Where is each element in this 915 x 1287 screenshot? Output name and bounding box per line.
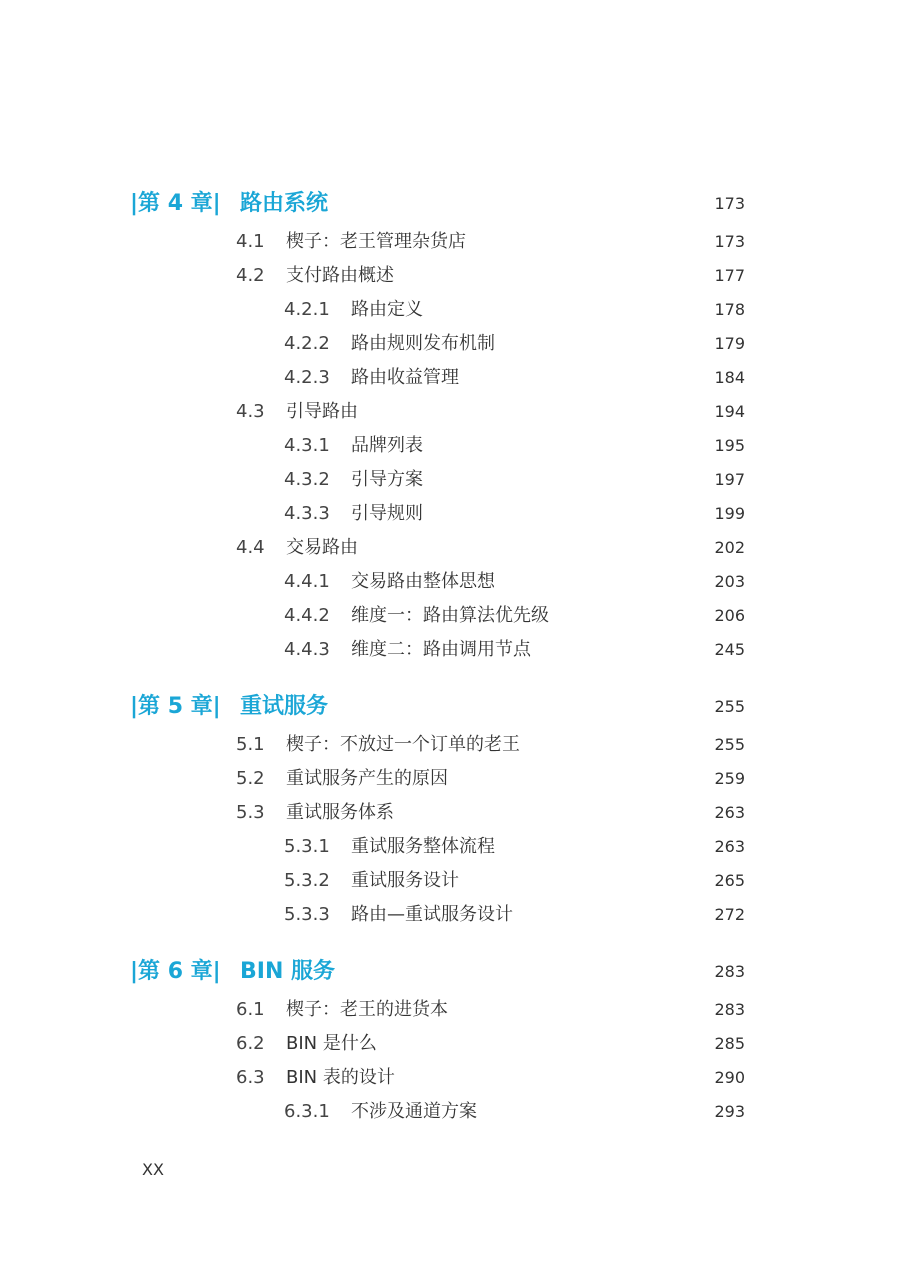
chapter-title: 路由系统 [240,191,329,216]
section-title: 交易路由 [286,537,358,558]
section-title: 楔子：老王的进货本 [286,999,448,1020]
section-title: 引导方案 [351,469,423,490]
section-number: 5.3.2 [284,870,330,891]
page-number: 203 [714,572,745,591]
section-title: 路由收益管理 [351,367,459,388]
toc-subsection-row[interactable] [0,599,915,633]
page-number: 245 [714,640,745,659]
toc-subsection-row[interactable] [0,497,915,531]
toc-subsection-row[interactable] [0,429,915,463]
toc-section-row[interactable] [0,395,915,429]
page-number: 290 [714,1068,745,1087]
page-number: 178 [714,300,745,319]
page-number: 206 [714,606,745,625]
toc-section-row[interactable] [0,728,915,762]
section-number: 5.2 [236,768,265,789]
section-number: 4.3.3 [284,503,330,524]
section-title: 交易路由整体思想 [351,571,495,592]
toc-subsection-row[interactable] [0,327,915,361]
section-number: 4.3.1 [284,435,330,456]
section-number: 6.3.1 [284,1101,330,1122]
page-number: 263 [714,803,745,822]
chapter-title: 重试服务 [240,694,329,719]
toc-section-row[interactable] [0,1027,915,1061]
chapter-heading[interactable] [0,187,915,221]
section-number: 4.4 [236,537,265,558]
toc-section-row[interactable] [0,796,915,830]
page-number: 184 [714,368,745,387]
page-number: 177 [714,266,745,285]
page-number: 283 [714,962,745,981]
section-title: 维度一：路由算法优先级 [351,605,549,626]
page-number: 255 [714,735,745,754]
section-number: 6.1 [236,999,265,1020]
page-number: 194 [714,402,745,421]
page-number: 283 [714,1000,745,1019]
section-number: 5.3.3 [284,904,330,925]
toc-subsection-row[interactable] [0,864,915,898]
section-number: 4.4.3 [284,639,330,660]
toc-subsection-row[interactable] [0,633,915,667]
section-title: 维度二：路由调用节点 [351,639,531,660]
toc-subsection-row[interactable] [0,830,915,864]
section-number: 4.4.1 [284,571,330,592]
section-title: 路由规则发布机制 [351,333,495,354]
section-number: 6.3 [236,1067,265,1088]
section-title: 重试服务产生的原因 [286,768,448,789]
section-title: 重试服务体系 [286,802,394,823]
section-title: 品牌列表 [351,435,423,456]
toc-section-row[interactable] [0,259,915,293]
toc-section-row[interactable] [0,993,915,1027]
section-title: BIN 表的设计 [286,1067,395,1088]
section-number: 4.4.2 [284,605,330,626]
page-number: 263 [714,837,745,856]
chapter-label: |第 4 章| [130,191,221,216]
page-number: 202 [714,538,745,557]
page-number: 293 [714,1102,745,1121]
section-number: 5.3.1 [284,836,330,857]
page-number: 179 [714,334,745,353]
page-number: 199 [714,504,745,523]
section-title: BIN 是什么 [286,1033,377,1054]
chapter-label: |第 6 章| [130,959,221,984]
section-number: 4.2.1 [284,299,330,320]
section-number: 4.2.3 [284,367,330,388]
chapter-label: |第 5 章| [130,694,221,719]
section-title: 路由—重试服务设计 [351,904,513,925]
section-title: 支付路由概述 [286,265,394,286]
section-title: 不涉及通道方案 [351,1101,477,1122]
section-number: 4.3.2 [284,469,330,490]
page-number: 259 [714,769,745,788]
section-number: 4.3 [236,401,265,422]
section-number: 5.1 [236,734,265,755]
page-folio: XX [142,1160,164,1179]
section-number: 5.3 [236,802,265,823]
page-number: 255 [714,697,745,716]
page-number: 285 [714,1034,745,1053]
section-title: 重试服务设计 [351,870,459,891]
page-number: 197 [714,470,745,489]
toc-subsection-row[interactable] [0,898,915,932]
section-number: 4.2 [236,265,265,286]
toc-section-row[interactable] [0,225,915,259]
chapter-heading[interactable] [0,955,915,989]
toc-section-row[interactable] [0,531,915,565]
page-number: 195 [714,436,745,455]
section-number: 4.1 [236,231,265,252]
chapter-heading[interactable] [0,690,915,724]
section-title: 楔子：老王管理杂货店 [286,231,466,252]
toc-subsection-row[interactable] [0,565,915,599]
toc-subsection-row[interactable] [0,361,915,395]
section-number: 6.2 [236,1033,265,1054]
page-number: 272 [714,905,745,924]
page-number: 173 [714,232,745,251]
section-title: 楔子：不放过一个订单的老王 [286,734,520,755]
section-title: 引导路由 [286,401,358,422]
page-number: 265 [714,871,745,890]
toc-section-row[interactable] [0,1061,915,1095]
section-title: 引导规则 [351,503,423,524]
toc-subsection-row[interactable] [0,463,915,497]
toc-subsection-row[interactable] [0,293,915,327]
chapter-title: BIN 服务 [240,959,336,984]
toc-section-row[interactable] [0,762,915,796]
section-title: 重试服务整体流程 [351,836,495,857]
section-number: 4.2.2 [284,333,330,354]
page-number: 173 [714,194,745,213]
toc-subsection-row[interactable] [0,1095,915,1129]
section-title: 路由定义 [351,299,423,320]
